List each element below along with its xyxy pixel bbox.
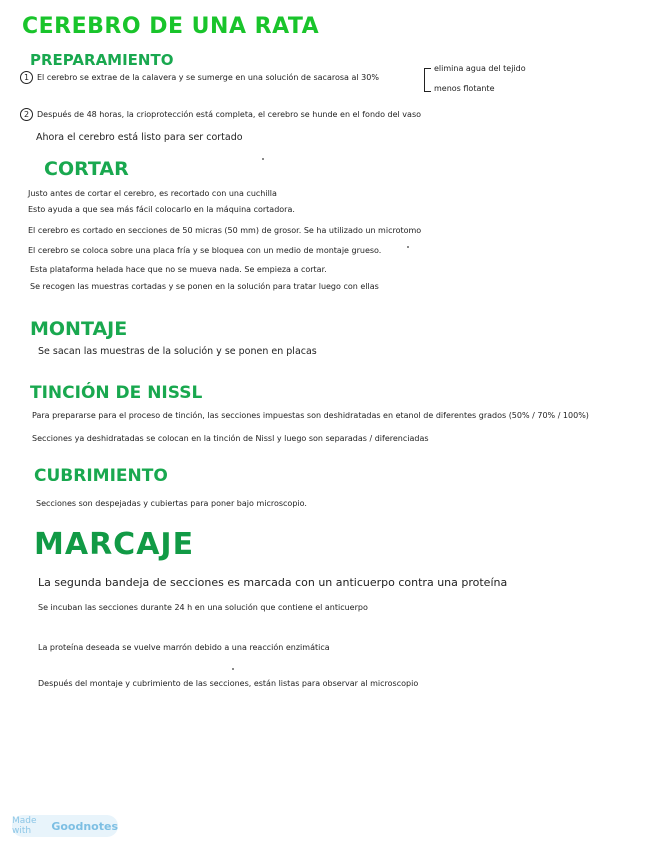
heading-tincion: TINCIÓN DE NISSL bbox=[30, 383, 203, 403]
marcaje-line-3: La proteína deseada se vuelve marrón debido a una reacción enzimática bbox=[38, 643, 330, 652]
cortar-line-3: El cerebro es cortado en secciones de 50 micras (50 mm) de grosor. Se ha utilizado un microtomo bbox=[28, 226, 422, 235]
heading-preparamiento: PREPARAMIENTO bbox=[30, 51, 174, 69]
cortar-line-5: Esta plataforma helada hace que no se mueva nada. Se empieza a cortar. bbox=[30, 265, 327, 274]
step-1 bbox=[20, 71, 379, 84]
note-b: menos flotante bbox=[434, 84, 495, 93]
ink-dot bbox=[262, 158, 264, 160]
cortar-line-1: Justo antes de cortar el cerebro, es recortado con una cuchilla bbox=[28, 189, 277, 198]
cortar-line-6: Se recogen las muestras cortadas y se ponen en la solución para tratar luego con ellas bbox=[30, 282, 379, 291]
cortar-line-4: El cerebro se coloca sobre una placa fría y se bloquea con un medio de montaje grueso. bbox=[28, 246, 382, 255]
step-2-continuation: Ahora el cerebro está listo para ser cortado bbox=[36, 132, 243, 143]
step-2-text: Después de 48 horas, la crioprotección está completa, el cerebro se hunde en el fondo del vaso bbox=[37, 110, 421, 119]
heading-marcaje: MARCAJE bbox=[34, 527, 195, 562]
badge-brand: Goodnotes bbox=[51, 819, 118, 833]
cortar-line-2: Esto ayuda a que sea más fácil colocarlo en la máquina cortadora. bbox=[28, 205, 295, 214]
ink-dot bbox=[232, 668, 234, 670]
badge-prefix: Made with bbox=[12, 816, 37, 836]
cubrimiento-line: Secciones son despejadas y cubiertas para poner bajo microscopio. bbox=[36, 499, 307, 508]
marcaje-line-4: Después del montaje y cubrimiento de las secciones, están listas para observar al microscopio bbox=[38, 679, 419, 688]
step-1-number: 1 bbox=[20, 71, 33, 84]
marcaje-line-2: Se incuban las secciones durante 24 h en una solución que contiene el anticuerpo bbox=[38, 603, 368, 612]
heading-cubrimiento: CUBRIMIENTO bbox=[34, 466, 168, 486]
step-2-number: 2 bbox=[20, 108, 33, 121]
note-a: elimina agua del tejido bbox=[434, 64, 526, 73]
tincion-line-2: Secciones ya deshidratadas se colocan en la tinción de Nissl y luego son separadas / diferenciadas bbox=[32, 434, 429, 443]
step-2 bbox=[20, 108, 421, 121]
step-1-text: El cerebro se extrae de la calavera y se sumerge en una solución de sacarosa al 30% bbox=[37, 73, 379, 82]
montaje-line: Se sacan las muestras de la solución y se ponen en placas bbox=[38, 346, 317, 357]
heading-montaje: MONTAJE bbox=[30, 318, 128, 340]
goodnotes-badge[interactable] bbox=[12, 815, 118, 837]
heading-cortar: CORTAR bbox=[44, 158, 129, 180]
tincion-line-1: Para prepararse para el proceso de tinción, las secciones impuestas son deshidratadas en etanol de diferentes grados (50% / 70% / 100%) bbox=[32, 411, 589, 420]
page-title: CEREBRO DE UNA RATA bbox=[22, 14, 320, 39]
marcaje-line-1: La segunda bandeja de secciones es marcada con un anticuerpo contra una proteína bbox=[38, 576, 508, 589]
note-brace bbox=[424, 68, 431, 92]
ink-dot bbox=[407, 246, 409, 248]
